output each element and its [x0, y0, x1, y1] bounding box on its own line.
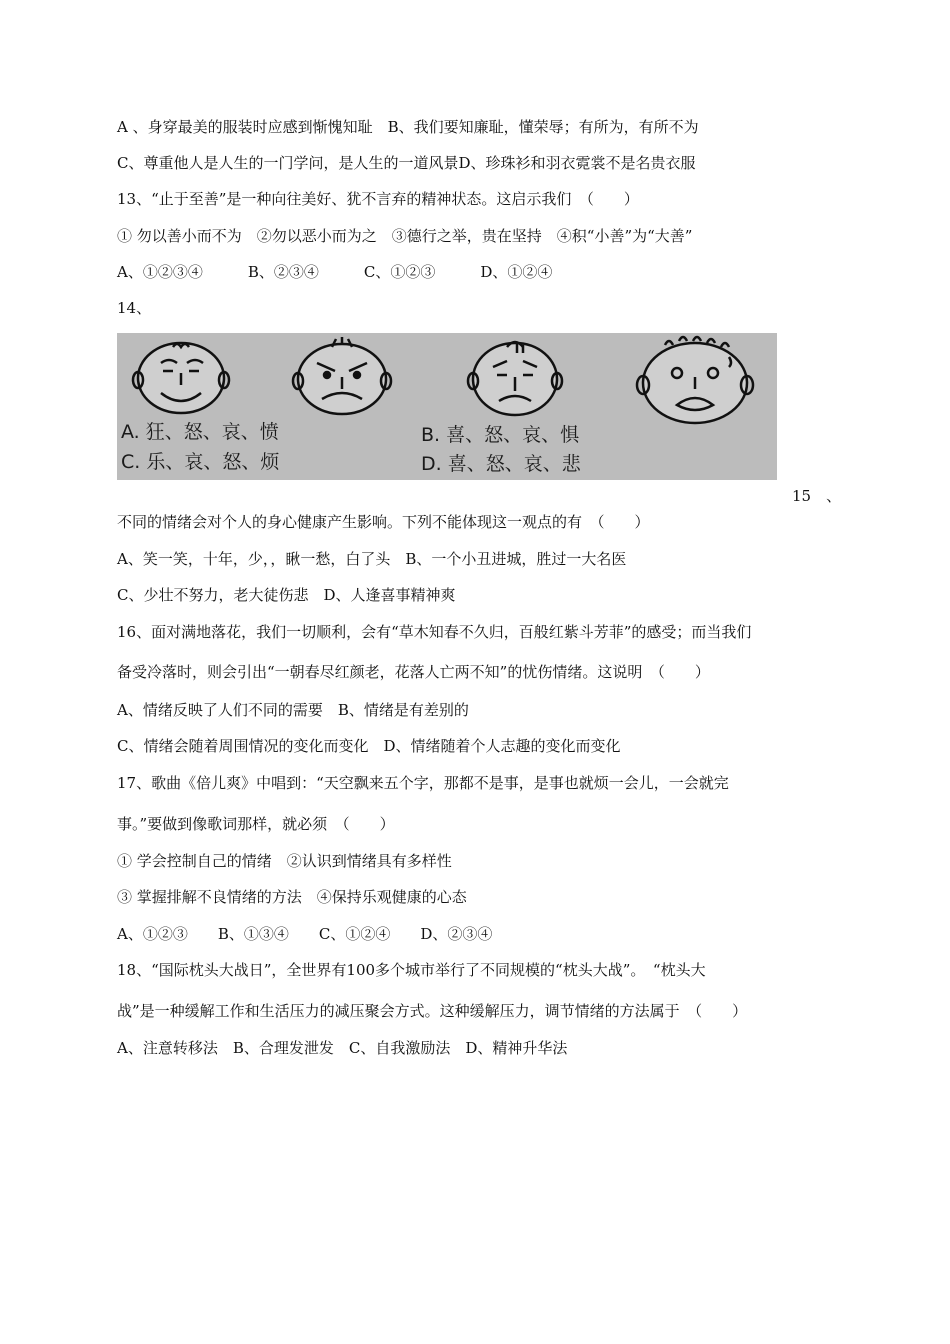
- option-line-12b: C、尊重他人是人生的一门学问，是人生的一道风景D、珍珠衫和羽衣霓裳不是名贵衣服: [117, 154, 696, 172]
- question-15-options-ab: A、笑一笑，十年，少，，瞅一愁，白了头 B、一个小丑进城，胜过一大名医: [117, 550, 627, 568]
- question-18-options: A、注意转移法 B、合理发泄发 C、自我激励法 D、精神升华法: [117, 1039, 568, 1057]
- photo-option-d: D. 喜、怒、哀、悲: [421, 453, 581, 475]
- question-13-options: A、①②③④ B、②③④ C、①②③ D、①②④: [117, 263, 553, 281]
- photo-option-a: A. 狂、怒、哀、愤: [121, 421, 279, 443]
- question-17-options: A、①②③ B、①③④ C、①②④ D、②③④: [117, 925, 493, 943]
- question-15-number: 15 、: [792, 487, 842, 505]
- question-18-line2: 战”是一种缓解工作和生活压力的减压聚会方式。这种缓解压力，调节情绪的方法属于 （ ）: [117, 1002, 748, 1020]
- question-18-line1: 18、“国际枕头大战日”，全世界有100多个城市举行了不同规模的“枕头大战”。 “枕头大: [117, 961, 706, 979]
- question-14-number: 14、: [117, 299, 152, 317]
- question-15-options-cd: C、少壮不努力，老大徒伤悲 D、人逢喜事精神爽: [117, 586, 456, 604]
- question-17-line2: 事。”要做到像歌词那样，就必须 （ ）: [117, 815, 395, 833]
- photo-option-c: C. 乐、哀、怒、烦: [121, 451, 280, 473]
- question-13-items: ① 勿以善小而不为 ②勿以恶小而为之 ③德行之举，贵在坚持 ④积“小善”为“大善”: [117, 227, 693, 245]
- question-16-options-cd: C、情绪会随着周围情况的变化而变化 D、情绪随着个人志趣的变化而变化: [117, 737, 621, 755]
- question-16-line1: 16、面对满地落花，我们一切顺利，会有“草木知春不久归，百般红紫斗芳菲”的感受；而当我们: [117, 623, 752, 641]
- photo-option-b: B. 喜、怒、哀、惧: [421, 424, 580, 446]
- question-15: 不同的情绪会对个人的身心健康产生影响。下列不能体现这一观点的有 （ ）: [117, 513, 650, 531]
- question-13: 13、“止于至善”是一种向往美好、犹不言弃的精神状态。这启示我们 （ ）: [117, 190, 639, 208]
- question-17-line1: 17、歌曲《倍儿爽》中唱到：“天空飘来五个字，那都不是事，是事也就烦一会儿，一会就完: [117, 774, 729, 792]
- question-17-items-34: ③ 掌握排解不良情绪的方法 ④保持乐观健康的心态: [117, 888, 467, 906]
- question-16-options-ab: A、情绪反映了人们不同的需要 B、情绪是有差别的: [117, 701, 469, 719]
- faces-photo: [117, 333, 777, 480]
- question-17-items-12: ① 学会控制自己的情绪 ②认识到情绪具有多样性: [117, 852, 452, 870]
- option-line-12a: A 、身穿最美的服装时应感到惭愧知耻 B、我们要知廉耻，懂荣辱；有所为，有所不为: [117, 118, 699, 136]
- question-16-line2: 备受冷落时，则会引出“一朝春尽红颜老，花落人亡两不知”的忧伤情绪。这说明 （ ）: [117, 663, 710, 681]
